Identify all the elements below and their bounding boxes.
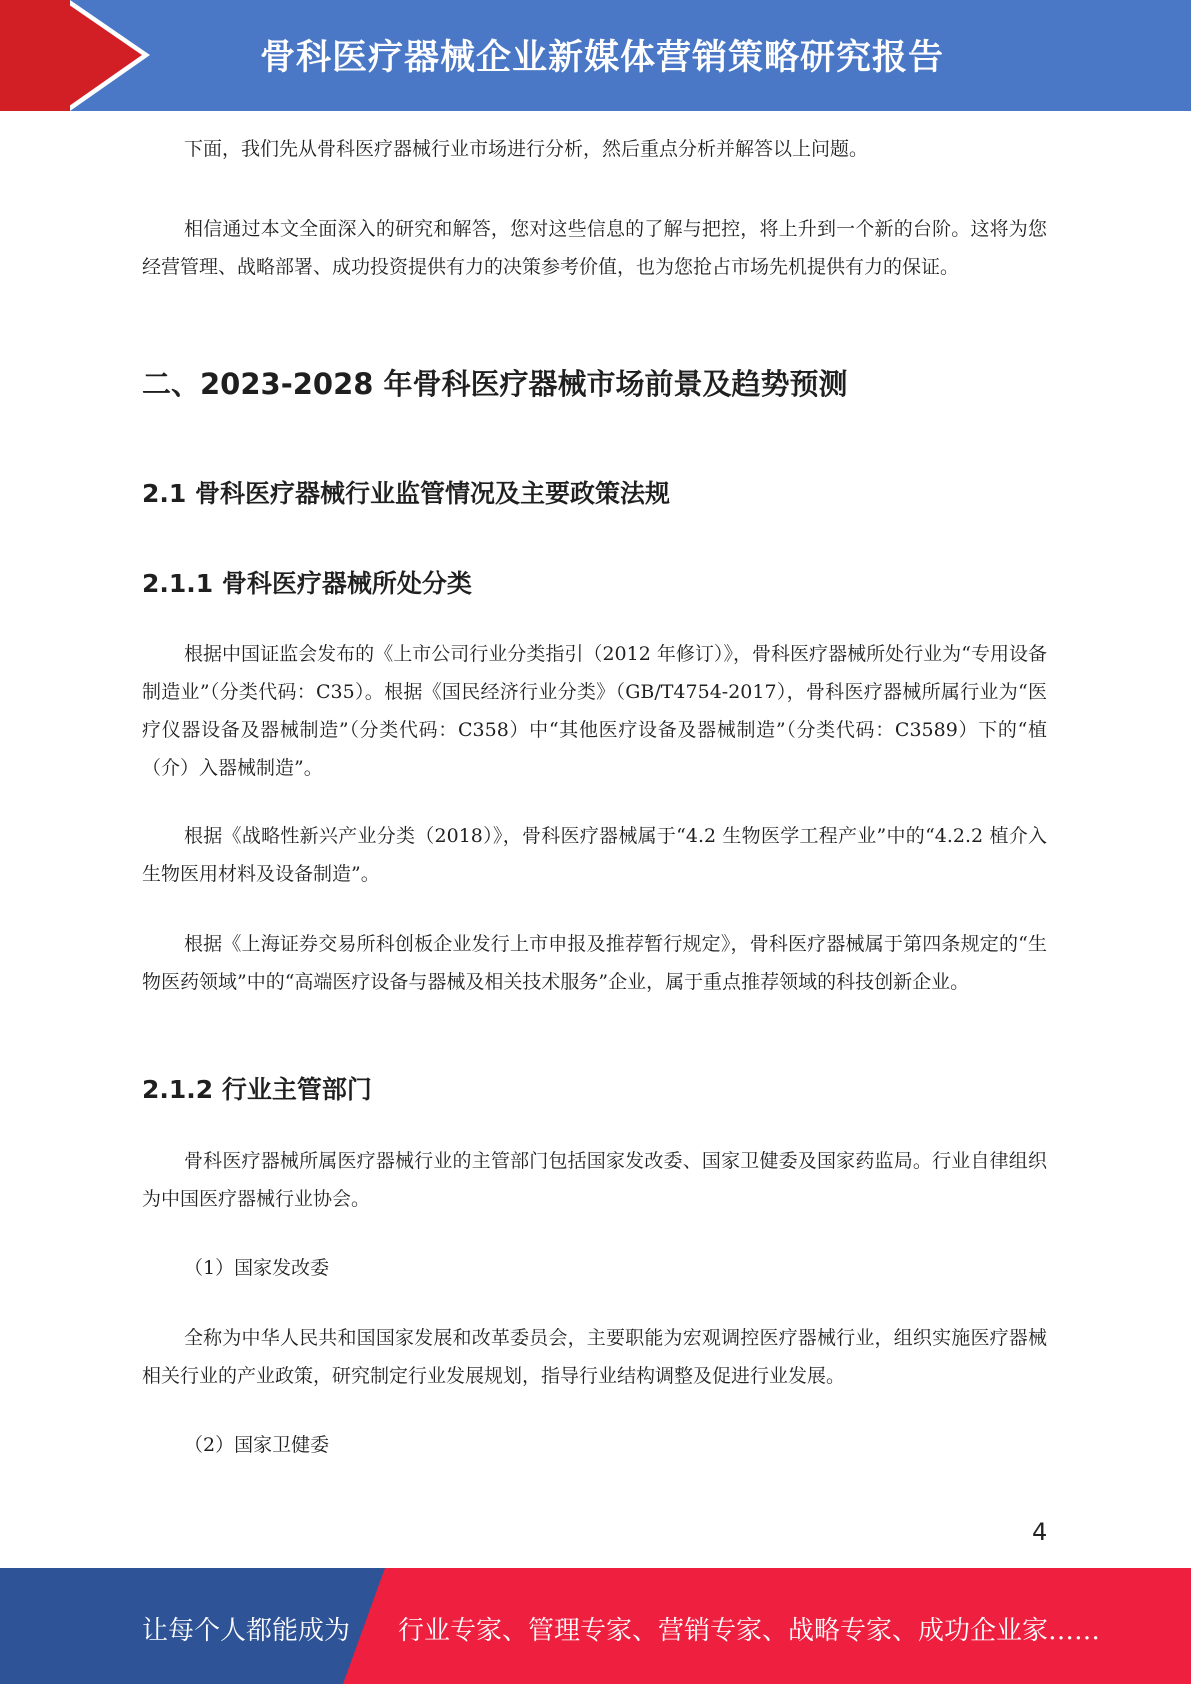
header-red-chevron bbox=[62, 0, 142, 111]
classification-paragraph-1 bbox=[142, 635, 1047, 787]
subsection-heading-2-1-1: 2.1.1 骨科医疗器械所处分类 bbox=[142, 569, 472, 598]
authority-item-1-description bbox=[142, 1319, 1047, 1395]
page-footer bbox=[0, 1568, 1191, 1684]
classification-text-2: 根据《战略性新兴产业分类（2018）》，骨科医疗器械属于“4.2 生物医学工程产业”中的“4.2.2 植介入生物医用材料及设备制造”。 bbox=[142, 825, 1047, 885]
intro-paragraph-1 bbox=[142, 130, 1047, 168]
footer-slogan: 让每个人都能成为 bbox=[142, 1616, 351, 1646]
subsection-heading-2-1-2: 2.1.2 行业主管部门 bbox=[142, 1075, 372, 1104]
classification-paragraph-3 bbox=[142, 925, 1047, 1001]
header-red-block bbox=[0, 0, 70, 111]
footer-roles: 行业专家、管理专家、营销专家、战略专家、成功企业家…… bbox=[398, 1616, 1101, 1646]
authority-item-2 bbox=[142, 1426, 1047, 1464]
authority-text: 骨科医疗器械所属医疗器械行业的主管部门包括国家发改委、国家卫健委及国家药监局。行业自律组织为中国医疗器械行业协会。 bbox=[142, 1150, 1047, 1210]
authority-item-1-text: （1）国家发改委 bbox=[184, 1257, 330, 1279]
intro-text-2: 相信通过本文全面深入的研究和解答，您对这些信息的了解与把控，将上升到一个新的台阶。这将为您经营管理、战略部署、成功投资提供有力的决策参考价值，也为您抢占市场先机提供有力的保证。 bbox=[142, 218, 1047, 278]
authority-item-2-text: （2）国家卫健委 bbox=[184, 1434, 330, 1456]
authority-item-1 bbox=[142, 1249, 1047, 1287]
page-header bbox=[0, 0, 1191, 111]
page-number: 4 bbox=[1032, 1518, 1048, 1546]
subsection-heading-2-1: 2.1 骨科医疗器械行业监管情况及主要政策法规 bbox=[142, 479, 670, 508]
intro-text-1: 下面，我们先从骨科医疗器械行业市场进行分析，然后重点分析并解答以上问题。 bbox=[184, 138, 869, 160]
classification-text-3: 根据《上海证券交易所科创板企业发行上市申报及推荐暂行规定》，骨科医疗器械属于第四条规定的“生物医药领域”中的“高端医疗设备与器械及相关技术服务”企业，属于重点推荐领域的科技创新企业。 bbox=[142, 933, 1047, 993]
authority-item-1-desc-text: 全称为中华人民共和国国家发展和改革委员会，主要职能为宏观调控医疗器械行业，组织实施医疗器械相关行业的产业政策，研究制定行业发展规划，指导行业结构调整及促进行业发展。 bbox=[142, 1327, 1047, 1387]
intro-paragraph-2 bbox=[142, 210, 1047, 286]
classification-paragraph-2 bbox=[142, 817, 1047, 893]
classification-text-1: 根据中国证监会发布的《上市公司行业分类指引（2012 年修订）》，骨科医疗器械所处行业为“专用设备制造业”（分类代码：C35）。根据《国民经济行业分类》（GB/T4754-2017），骨科医疗器械所属行业为“医疗仪器设备及器械制造”（分类代码：C358）中“其他医疗设备及器械制造”（分类代码：C3589）下的“植（介）入器械制造”。 bbox=[142, 643, 1047, 779]
authority-paragraph bbox=[142, 1142, 1047, 1218]
section-heading: 二、2023-2028 年骨科医疗器械市场前景及趋势预测 bbox=[142, 367, 848, 401]
report-title: 骨科医疗器械企业新媒体营销策略研究报告 bbox=[260, 38, 945, 78]
